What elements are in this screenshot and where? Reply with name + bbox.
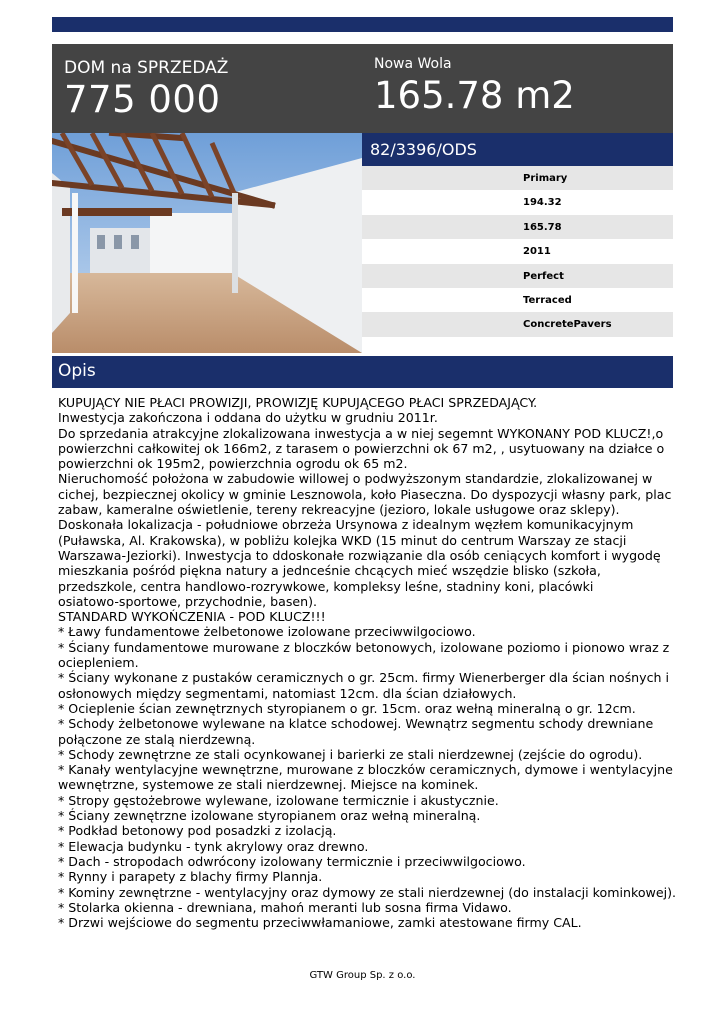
description-line: * Kominy zewnętrzne - wentylacyjny oraz dymowy ze stali nierdzewnej (do instalacji kominkowej). [58,884,676,900]
description-line: KUPUJĄCY NIE PŁACI PROWIZJI, PROWIZJĘ KUPUJĄCEGO PŁACI SPRZEDAJĄCY. [58,395,538,410]
param-row [362,312,673,336]
description-line: ociepleniem. [58,655,139,671]
param-row [362,288,673,312]
param-value: 2011 [523,246,551,258]
description-line: powierzchni ok 195m2, powierzchnia ogrodu ok 65 m2. [58,456,408,472]
description-line: cichej, bezpiecznej okolicy w gminie Lesznowola, koło Piaseczna. Do dyspozycji własny park, plac [58,486,672,502]
param-value: 165.78 [523,221,562,233]
description-line: * Kanały wentylacyjne wewnętrzne, murowane z bloczków ceramicznych, dymowe i wentylacyjne [58,762,673,778]
param-row [362,239,673,263]
description-line: * Stolarka okienna - drewniana, mahoń meranti lub sosna firma Vidawo. [58,899,512,915]
param-row [362,215,673,239]
description-text [58,395,676,931]
description-line: * Dach - stropodach odwrócony izolowany termicznie i przeciwwilgociowo. [58,853,526,869]
description-line: przedszkole, centra handlowo-rozrywkowe, kompleksy leśne, stadniny koni, placówki [58,578,594,594]
description-line: * Drzwi wejściowe do segmentu przeciwwłamaniowe, zamki atestowane firmy CAL. [58,915,582,931]
description-line: Do sprzedania atrakcyjne zlokalizowana inwestycja a w niej segemnt WYKONANY POD KLUCZ!,o [58,425,664,441]
description-line: * Ławy fundamentowe żelbetonowe izolowane przeciwwilgociowo. [58,624,476,640]
param-value: 194.32 [523,197,562,209]
description-line: * Rynny i parapety z blachy firmy Plannja. [58,869,323,885]
param-value: Perfect [523,270,564,282]
param-row [362,166,673,190]
description-line: Nieruchomość położona w zabudowie willowej o podwyższonym standardzie, zlokalizowanej w [58,471,653,487]
description-line: * Schody zewnętrzne ze stali ocynkowanej i barierki ze stali nierdzewnej (zejście do ogrodu). [58,746,643,762]
description-line: * Ściany wykonane z pustaków ceramicznych o gr. 25cm. firmy Wienerberger dla ścian nośnych i [58,670,669,686]
footer-company: GTW Group Sp. z o.o. [309,970,416,981]
description-line: osiatowo-sportowe, przychodnie, basen). [58,593,318,609]
property-photo [52,133,362,353]
param-row [362,190,673,214]
reference-bar [362,133,673,166]
description-line: * Schody żelbetonowe wylewane na klatce schodowej. Wewnątrz segmentu schody drewniane [58,716,654,732]
param-value: Terraced [523,294,572,306]
property-params-table [362,166,673,337]
description-line: powierzchni całkowitej ok 166m2, z tarasem o powierzchni ok 67 m2, , usytuowany na działce o [58,440,665,456]
description-line: * Elewacja budynku - tynk akrylowy oraz drewno. [58,838,369,854]
reference-number: 82/3396/ODS [370,140,477,159]
top-banner-bar [52,17,673,32]
description-line: * Ściany fundamentowe murowane z bloczków betonowych, izolowane poziomo i pionowo wraz z [58,639,670,655]
param-row [362,264,673,288]
description-line: zabaw, kameralne oświetlenie, tereny rekreacyjne (jezioro, lokale usługowe oraz sklepy). [58,502,620,518]
description-line: osłonowych między segmentami, natomiast 12cm. dla ścian działowych. [58,685,517,701]
description-line: Warszawa-Jeziorki). Inwestycja to ddoskonałe rozwiązanie dla osób ceniących komfort i wygodę [58,547,661,563]
description-line: * Ściany zewnętrzne izolowane styropianem oraz wełną mineralną. [58,808,481,824]
listing-location: Nowa Wola [374,56,452,72]
description-section-title: Opis [58,361,96,381]
description-line: * Podkład betonowy pod posadzki z izolacją. [58,823,337,839]
description-section-bar [52,356,673,388]
description-line: * Ocieplenie ścian zewnętrznych styropianem o gr. 15cm. oraz wełną mineralną o gr. 12cm. [58,700,636,716]
description-line: Doskonała lokalizacja - południowe obrzeża Ursynowa z idealnym węzłem komunikacyjnym [58,517,634,533]
description-line: mieszkania pośród piękna natury a jednceśnie chcących mieć wszędzie blisko (szkoła, [58,563,601,579]
param-value: ConcretePavers [523,319,612,331]
description-line: STANDARD WYKOŃCZENIA - POD KLUCZ!!! [58,609,326,625]
description-line: * Stropy gęstożebrowe wylewane, izolowane termicznie i akustycznie. [58,792,499,808]
description-line: wewnętrzne, systemowe ze stali nierdzewnej. Miejsce na kominek. [58,777,479,793]
listing-header [52,44,673,133]
listing-area: 165.78 m2 [374,74,575,117]
param-value: Primary [523,173,568,184]
listing-price: 775 000 [64,78,221,121]
description-line: połączone ze stalą nierdzewną. [58,731,256,747]
listing-type-label: DOM na SPRZEDAŻ [64,58,229,78]
description-line: Inwestycja zakończona i oddana do użytku w grudniu 2011r. [58,410,438,426]
description-line: (Puławska, Al. Krakowska), w pobliżu kolejka WKD (15 minut do centrum Warszay ze stacji [58,532,627,548]
